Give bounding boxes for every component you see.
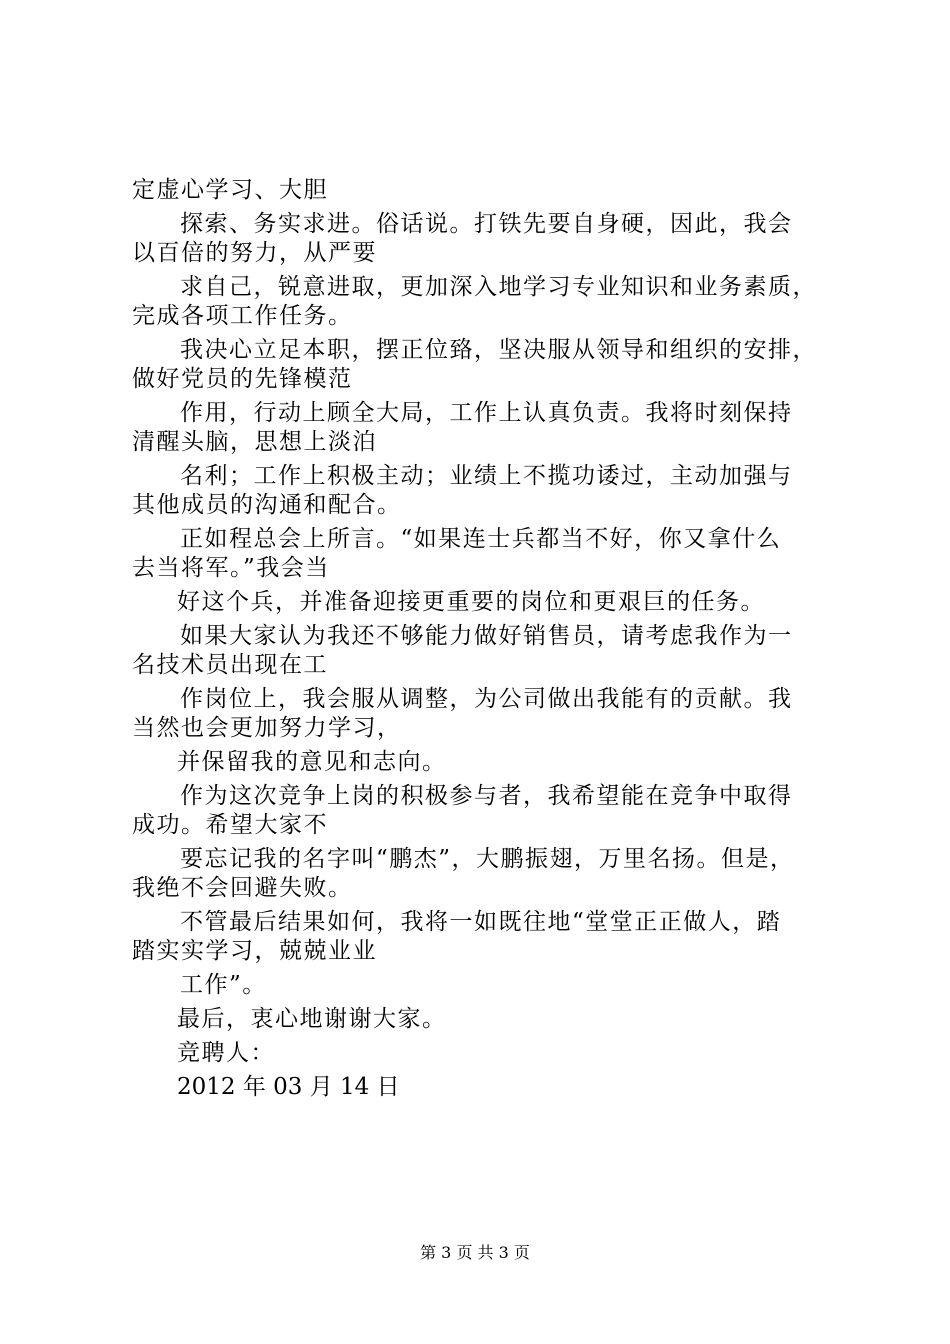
text-line: 要忘记我的名字叫“鹏杰”，大鹏振翅，万里名扬。但是， [180,846,795,872]
text-line: 踏实实学习，兢兢业业 [132,938,377,964]
text-line: 名利；工作上积极主动；业绩上不揽功诿过，主动加强与 [180,463,793,489]
text-line: 最后，衷心地谢谢大家。 [177,1006,447,1032]
text-line: 清醒头脑，思想上淡泊 [132,429,377,455]
text-line: 竞聘人： [177,1040,275,1066]
signature-date: 2012 年 03 月 14 日 [177,1074,400,1100]
text-line: 去当将军。”我会当 [132,555,330,581]
text-line: 探索、务实求进。俗话说。打铁先要自身硬，因此，我会 [180,211,793,237]
text-line: 作为这次竞争上岗的积极参与者，我希望能在竞争中取得 [180,783,793,809]
text-line: 不管最后结果如何，我将一如既往地“堂堂正正做人，踏 [180,909,782,935]
text-line: 我绝不会回避失败。 [132,875,353,901]
text-line: 正如程总会上所言。“如果连士兵都当不好，你又拿什么 [180,526,782,552]
text-line: 以百倍的努力，从严要 [132,240,377,266]
text-line: 完成各项工作任务。 [132,303,353,329]
text-line: 其他成员的沟通和配合。 [132,492,402,518]
text-line: 求自己，锐意进取，更加深入地学习专业知识和业务素质， [180,274,817,300]
text-line: 好这个兵，并准备迎接更重要的岗位和更艰巨的任务。 [177,589,765,615]
text-line: 作用，行动上顾全大局，工作上认真负责。我将时刻保持 [180,400,793,426]
text-line: 作岗位上，我会服从调整，为公司做出我能有的贡献。我 [180,686,793,712]
text-line: 并保留我的意见和志向。 [177,749,447,775]
text-line: 如果大家认为我还不够能力做好销售员，请考虑我作为一 [180,623,793,649]
text-line: 成功。希望大家不 [132,812,328,838]
text-line: 我决心立足本职，摆正位臵，坚决服从领导和组织的安排， [180,337,817,363]
text-line: 名技术员出现在工 [132,652,328,678]
text-line: 定虚心学习、大胆 [132,177,328,203]
text-line: 工作”。 [180,972,267,998]
text-line: 做好党员的先锋模范 [132,366,353,392]
page-number-footer: 第 3 页 共 3 页 [420,1243,530,1262]
text-line: 当然也会更加努力学习， [132,715,402,741]
